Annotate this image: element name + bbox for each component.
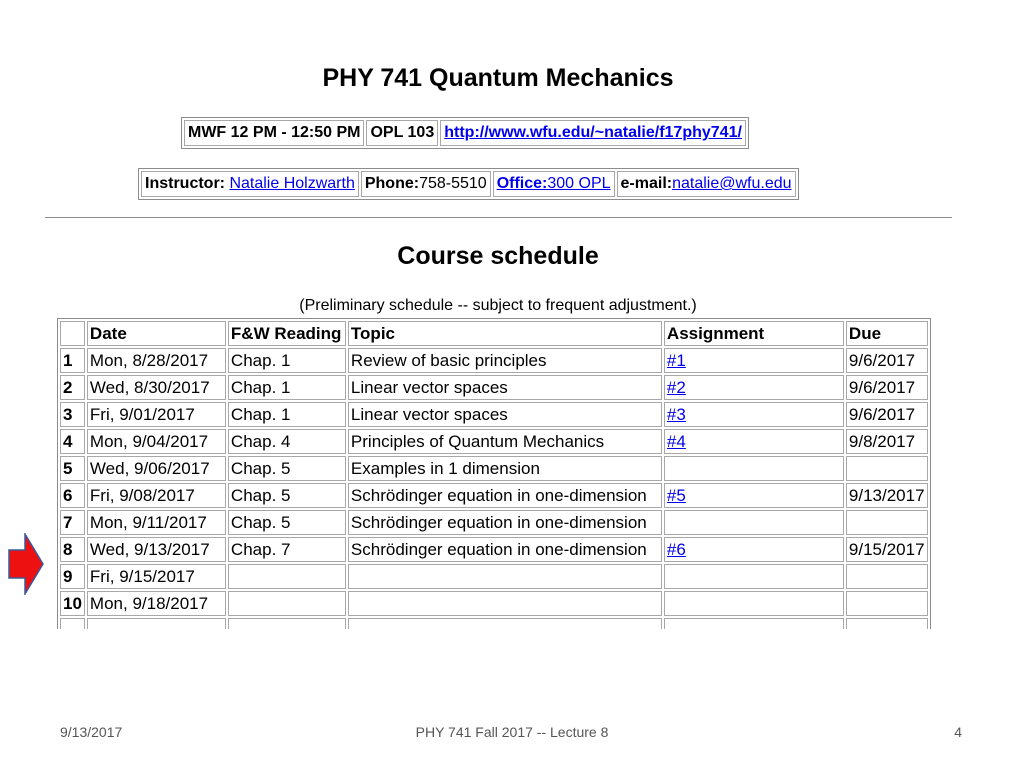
horizontal-rule <box>45 217 952 218</box>
cell-date: Mon, 9/04/2017 <box>87 429 226 454</box>
assignment-link[interactable]: #4 <box>666 431 686 451</box>
cell-date: Wed, 8/30/2017 <box>87 375 226 400</box>
header-col-assignment: Assignment <box>664 321 844 346</box>
cell-num <box>60 618 85 629</box>
schedule-header-row <box>60 321 928 346</box>
course-room: OPL 103 <box>366 120 438 146</box>
cell-assignment <box>664 375 844 400</box>
table-row <box>60 510 928 535</box>
table-row <box>60 591 928 616</box>
cell-assignment <box>664 456 844 481</box>
instructor-cell <box>141 171 359 197</box>
cell-reading: Chap. 4 <box>228 429 346 454</box>
schedule-table <box>57 318 931 629</box>
email-link[interactable]: natalie@wfu.edu <box>672 175 792 192</box>
cell-topic <box>348 591 662 616</box>
cell-assignment <box>664 402 844 427</box>
cell-due <box>846 456 928 481</box>
cell-due: 9/6/2017 <box>846 375 928 400</box>
instructor-info-table <box>138 168 799 200</box>
cell-topic: Examples in 1 dimension <box>348 456 662 481</box>
cell-assignment <box>664 591 844 616</box>
cell-due: 9/6/2017 <box>846 402 928 427</box>
assignment-link[interactable]: #5 <box>666 485 686 505</box>
cell-num: 2 <box>60 375 85 400</box>
cell-due: 9/6/2017 <box>846 348 928 373</box>
cell-date: Wed, 9/13/2017 <box>87 537 226 562</box>
cell-due: 9/8/2017 <box>846 429 928 454</box>
cell-date: Mon, 9/11/2017 <box>87 510 226 535</box>
phone-value: 758-5510 <box>419 175 487 192</box>
cell-reading: Chap. 1 <box>228 348 346 373</box>
cell-assignment <box>664 510 844 535</box>
cell-reading: Chap. 7 <box>228 537 346 562</box>
cell-date: Mon, 9/18/2017 <box>87 591 226 616</box>
cell-date: Wed, 9/06/2017 <box>87 456 226 481</box>
table-row <box>60 456 928 481</box>
schedule-table-container <box>57 318 941 629</box>
cell-due: 9/15/2017 <box>846 537 928 562</box>
cell-num: 8 <box>60 537 85 562</box>
table-row <box>60 402 928 427</box>
cell-reading <box>228 618 346 629</box>
cell-reading: Chap. 5 <box>228 456 346 481</box>
cell-assignment <box>664 618 844 629</box>
cell-due <box>846 564 928 589</box>
instructor-name-link[interactable]: Natalie Holzwarth <box>229 175 355 192</box>
cell-assignment <box>664 537 844 562</box>
cell-date: Fri, 9/15/2017 <box>87 564 226 589</box>
assignment-link[interactable]: #2 <box>666 377 686 397</box>
assignment-link[interactable]: #6 <box>666 539 686 559</box>
office-label-link[interactable]: Office: <box>496 175 548 192</box>
header-col-reading: F&W Reading <box>228 321 346 346</box>
cell-topic: Review of basic principles <box>348 348 662 373</box>
table-row <box>60 537 928 562</box>
cell-assignment <box>664 564 844 589</box>
instructor-label: Instructor: <box>145 175 225 192</box>
cell-date: Fri, 9/01/2017 <box>87 402 226 427</box>
cell-num: 5 <box>60 456 85 481</box>
assignment-link[interactable]: #1 <box>666 350 686 370</box>
cell-reading: Chap. 1 <box>228 402 346 427</box>
table-row <box>60 483 928 508</box>
cell-num: 10 <box>60 591 85 616</box>
course-info-table <box>181 117 749 149</box>
cell-num: 9 <box>60 564 85 589</box>
schedule-note: (Preliminary schedule -- subject to frequent adjustment.) <box>299 297 697 314</box>
assignment-link[interactable]: #3 <box>666 404 686 424</box>
cell-assignment <box>664 348 844 373</box>
course-time: MWF 12 PM - 12:50 PM <box>184 120 364 146</box>
header-col-topic: Topic <box>348 321 662 346</box>
phone-cell <box>361 171 491 197</box>
footer-page-number: 4 <box>954 724 962 740</box>
table-row <box>60 348 928 373</box>
cell-topic: Schrödinger equation in one-dimension <box>348 537 662 562</box>
header-col-due: Due <box>846 321 928 346</box>
footer-lecture: PHY 741 Fall 2017 -- Lecture 8 <box>415 724 609 740</box>
header-col-date: Date <box>87 321 226 346</box>
table-row <box>60 618 928 629</box>
email-label: e-mail: <box>620 175 673 192</box>
cell-topic <box>348 618 662 629</box>
header-col-index <box>60 321 85 346</box>
office-value-link[interactable]: 300 OPL <box>547 175 611 192</box>
cell-due: 9/13/2017 <box>846 483 928 508</box>
current-lecture-arrow-icon <box>8 533 44 595</box>
cell-topic: Schrödinger equation in one-dimension <box>348 510 662 535</box>
schedule-heading: Course schedule <box>397 242 599 270</box>
cell-date: Fri, 9/08/2017 <box>87 483 226 508</box>
cell-topic <box>348 564 662 589</box>
cell-assignment <box>664 429 844 454</box>
office-cell <box>493 171 615 197</box>
footer-date: 9/13/2017 <box>60 724 123 740</box>
cell-date <box>87 618 226 629</box>
cell-due <box>846 591 928 616</box>
phone-label: Phone: <box>364 175 420 192</box>
cell-topic: Schrödinger equation in one-dimension <box>348 483 662 508</box>
cell-assignment <box>664 483 844 508</box>
page-title: PHY 741 Quantum Mechanics <box>322 64 674 92</box>
cell-due <box>846 510 928 535</box>
cell-date: Mon, 8/28/2017 <box>87 348 226 373</box>
cell-reading: Chap. 5 <box>228 510 346 535</box>
cell-num: 6 <box>60 483 85 508</box>
course-url-link[interactable]: http://www.wfu.edu/~natalie/f17phy741/ <box>444 124 742 141</box>
cell-topic: Linear vector spaces <box>348 375 662 400</box>
cell-due <box>846 618 928 629</box>
table-row <box>60 564 928 589</box>
cell-reading: Chap. 5 <box>228 483 346 508</box>
cell-num: 3 <box>60 402 85 427</box>
cell-num: 4 <box>60 429 85 454</box>
cell-num: 7 <box>60 510 85 535</box>
cell-topic: Linear vector spaces <box>348 402 662 427</box>
table-row <box>60 429 928 454</box>
cell-reading <box>228 564 346 589</box>
cell-topic: Principles of Quantum Mechanics <box>348 429 662 454</box>
email-cell <box>617 171 796 197</box>
cell-num: 1 <box>60 348 85 373</box>
table-row <box>60 375 928 400</box>
cell-reading: Chap. 1 <box>228 375 346 400</box>
cell-reading <box>228 591 346 616</box>
course-url-cell <box>440 120 746 146</box>
